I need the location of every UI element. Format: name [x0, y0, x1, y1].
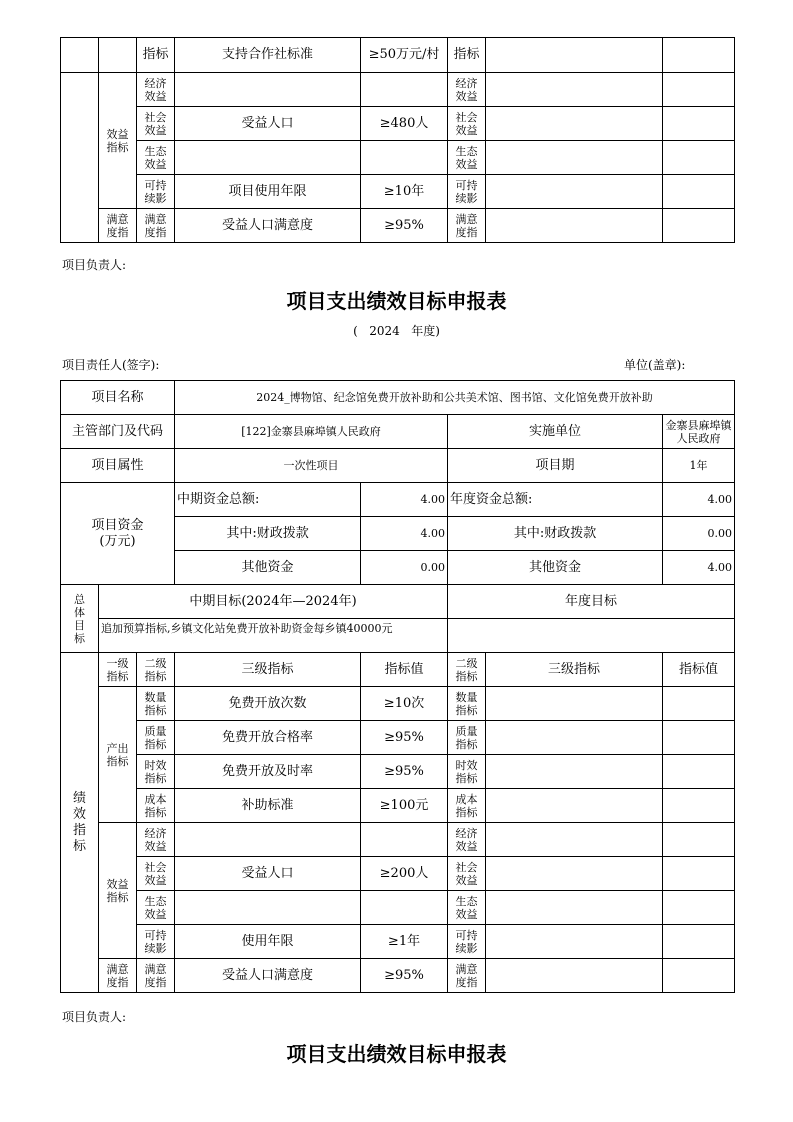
h-level3: 三级指标: [175, 653, 361, 687]
mid-fiscal-value: 4.00: [361, 517, 448, 551]
top-l3: 支持合作社标准: [175, 38, 361, 73]
satisfaction-group: 满意 度指: [99, 959, 137, 993]
responsible-signature-label: 项目责任人(签字):: [62, 358, 160, 372]
ind-value: ≥1年: [361, 925, 448, 959]
ind-l2: 满意 度指: [137, 959, 175, 993]
h-level1: 一级 指标: [99, 653, 137, 687]
mid-goal-text: 追加预算指标,乡镇文化站免费开放补助资金每乡镇40000元: [99, 619, 448, 653]
ind-l2: 社会 效益: [137, 857, 175, 891]
top-l3: [175, 141, 361, 175]
ind-value: ≥95%: [361, 755, 448, 789]
year-fiscal-value: 0.00: [663, 517, 735, 551]
top-value: ≥480人: [361, 107, 448, 141]
ind-l2-right: 满意 度指: [448, 959, 486, 993]
ind-value: ≥200人: [361, 857, 448, 891]
h-value: 指标值: [361, 653, 448, 687]
unit-seal-label: 单位(盖章):: [624, 358, 686, 372]
next-form-title: 项目支出绩效目标申报表: [286, 1042, 507, 1066]
top-l2-right: 满意 度指: [448, 209, 486, 243]
top-benefit-group: 效益 指标: [99, 73, 137, 209]
mid-total-value: 4.00: [361, 483, 448, 517]
project-name-label: 项目名称: [61, 381, 175, 415]
year-other-value: 4.00: [663, 551, 735, 585]
top-l2: 社会 效益: [137, 107, 175, 141]
h-level2: 二级 指标: [137, 653, 175, 687]
top-indicator-table: [60, 37, 735, 243]
top-value: ≥95%: [361, 209, 448, 243]
ind-l3: 免费开放次数: [175, 687, 361, 721]
ind-l3: 免费开放合格率: [175, 721, 361, 755]
benefit-group: 效益 指标: [99, 823, 137, 959]
attr-value: 一次性项目: [175, 449, 448, 483]
ind-l2-right: 数量 指标: [448, 687, 486, 721]
top-l2: 满意 度指: [137, 209, 175, 243]
ind-l2-right: 质量 指标: [448, 721, 486, 755]
ind-l3: 免费开放及时率: [175, 755, 361, 789]
dept-value: [122]金寨县麻埠镇人民政府: [175, 415, 448, 449]
mid-total-label: 中期资金总额:: [175, 483, 361, 517]
person-in-charge-label: 项目负责人:: [62, 1010, 127, 1024]
top-value: ≥50万元/村: [361, 38, 448, 73]
overall-goal-label: 总 体 目 标: [61, 585, 99, 653]
ind-l2-right: 经济 效益: [448, 823, 486, 857]
project-name-value: 2024_博物馆、纪念馆免费开放补助和公共美术馆、图书馆、文化馆免费开放补助: [175, 381, 735, 415]
h-level3-right: 三级指标: [486, 653, 663, 687]
attr-label: 项目属性: [61, 449, 175, 483]
period-value: 1年: [663, 449, 735, 483]
top-l3: [175, 73, 361, 107]
top-l2: 可持 续影: [137, 175, 175, 209]
declaration-form-table: [60, 380, 735, 993]
ind-l2-right: 生态 效益: [448, 891, 486, 925]
top-l3: 受益人口: [175, 107, 361, 141]
ind-l2: 可持 续影: [137, 925, 175, 959]
period-label: 项目期: [448, 449, 663, 483]
ind-value: [361, 823, 448, 857]
form-title: 项目支出绩效目标申报表: [286, 289, 507, 313]
year-goal-text: [448, 619, 735, 653]
ind-l3: [175, 823, 361, 857]
ind-value: ≥95%: [361, 721, 448, 755]
output-group: 产出 指标: [99, 687, 137, 823]
person-in-charge-label: 项目负责人:: [62, 258, 127, 272]
top-l3: 项目使用年限: [175, 175, 361, 209]
h-level2-right: 二级 指标: [448, 653, 486, 687]
ind-value: ≥10次: [361, 687, 448, 721]
ind-l2: 数量 指标: [137, 687, 175, 721]
year-goal-header: 年度目标: [448, 585, 735, 619]
top-l3: 受益人口满意度: [175, 209, 361, 243]
year-total-value: 4.00: [663, 483, 735, 517]
top-l2: 经济 效益: [137, 73, 175, 107]
ind-l2: 成本 指标: [137, 789, 175, 823]
top-l2: 生态 效益: [137, 141, 175, 175]
mid-other-value: 0.00: [361, 551, 448, 585]
ind-l2: 时效 指标: [137, 755, 175, 789]
perf-indicator-label: 绩 效 指 标: [61, 653, 99, 993]
impl-unit-label: 实施单位: [448, 415, 663, 449]
top-l2-right: 可持 续影: [448, 175, 486, 209]
ind-value: [361, 891, 448, 925]
dept-label: 主管部门及代码: [61, 415, 175, 449]
top-value: [361, 73, 448, 107]
impl-unit-value: 金寨县麻埠镇人民政府: [663, 415, 735, 449]
h-value-right: 指标值: [663, 653, 735, 687]
ind-l3: 受益人口: [175, 857, 361, 891]
top-l2-right: 社会 效益: [448, 107, 486, 141]
ind-l2-right: 成本 指标: [448, 789, 486, 823]
ind-l2-right: 社会 效益: [448, 857, 486, 891]
year-other-label: 其他资金: [448, 551, 663, 585]
ind-l3: [175, 891, 361, 925]
top-value: ≥10年: [361, 175, 448, 209]
ind-l2-right: 时效 指标: [448, 755, 486, 789]
ind-l2: 经济 效益: [137, 823, 175, 857]
funds-label: 项目资金 (万元): [61, 483, 175, 585]
mid-fiscal-label: 其中:财政拨款: [175, 517, 361, 551]
ind-l3: 补助标准: [175, 789, 361, 823]
top-l2-right: 生态 效益: [448, 141, 486, 175]
top-l2-right: 经济 效益: [448, 73, 486, 107]
year-fiscal-label: 其中:财政拨款: [448, 517, 663, 551]
ind-l2-right: 可持 续影: [448, 925, 486, 959]
year-total-label: 年度资金总额:: [448, 483, 663, 517]
ind-value: ≥95%: [361, 959, 448, 993]
ind-l2: 生态 效益: [137, 891, 175, 925]
ind-l3: 受益人口满意度: [175, 959, 361, 993]
ind-l2: 质量 指标: [137, 721, 175, 755]
top-l2-right: 指标: [448, 38, 486, 73]
top-l2: 指标: [137, 38, 175, 73]
top-satisfaction-group: 满意 度指: [99, 209, 137, 243]
top-value: [361, 141, 448, 175]
year-line: ( 2024 年度): [353, 324, 440, 338]
mid-goal-header: 中期目标(2024年—2024年): [99, 585, 448, 619]
ind-value: ≥100元: [361, 789, 448, 823]
mid-other-label: 其他资金: [175, 551, 361, 585]
ind-l3: 使用年限: [175, 925, 361, 959]
